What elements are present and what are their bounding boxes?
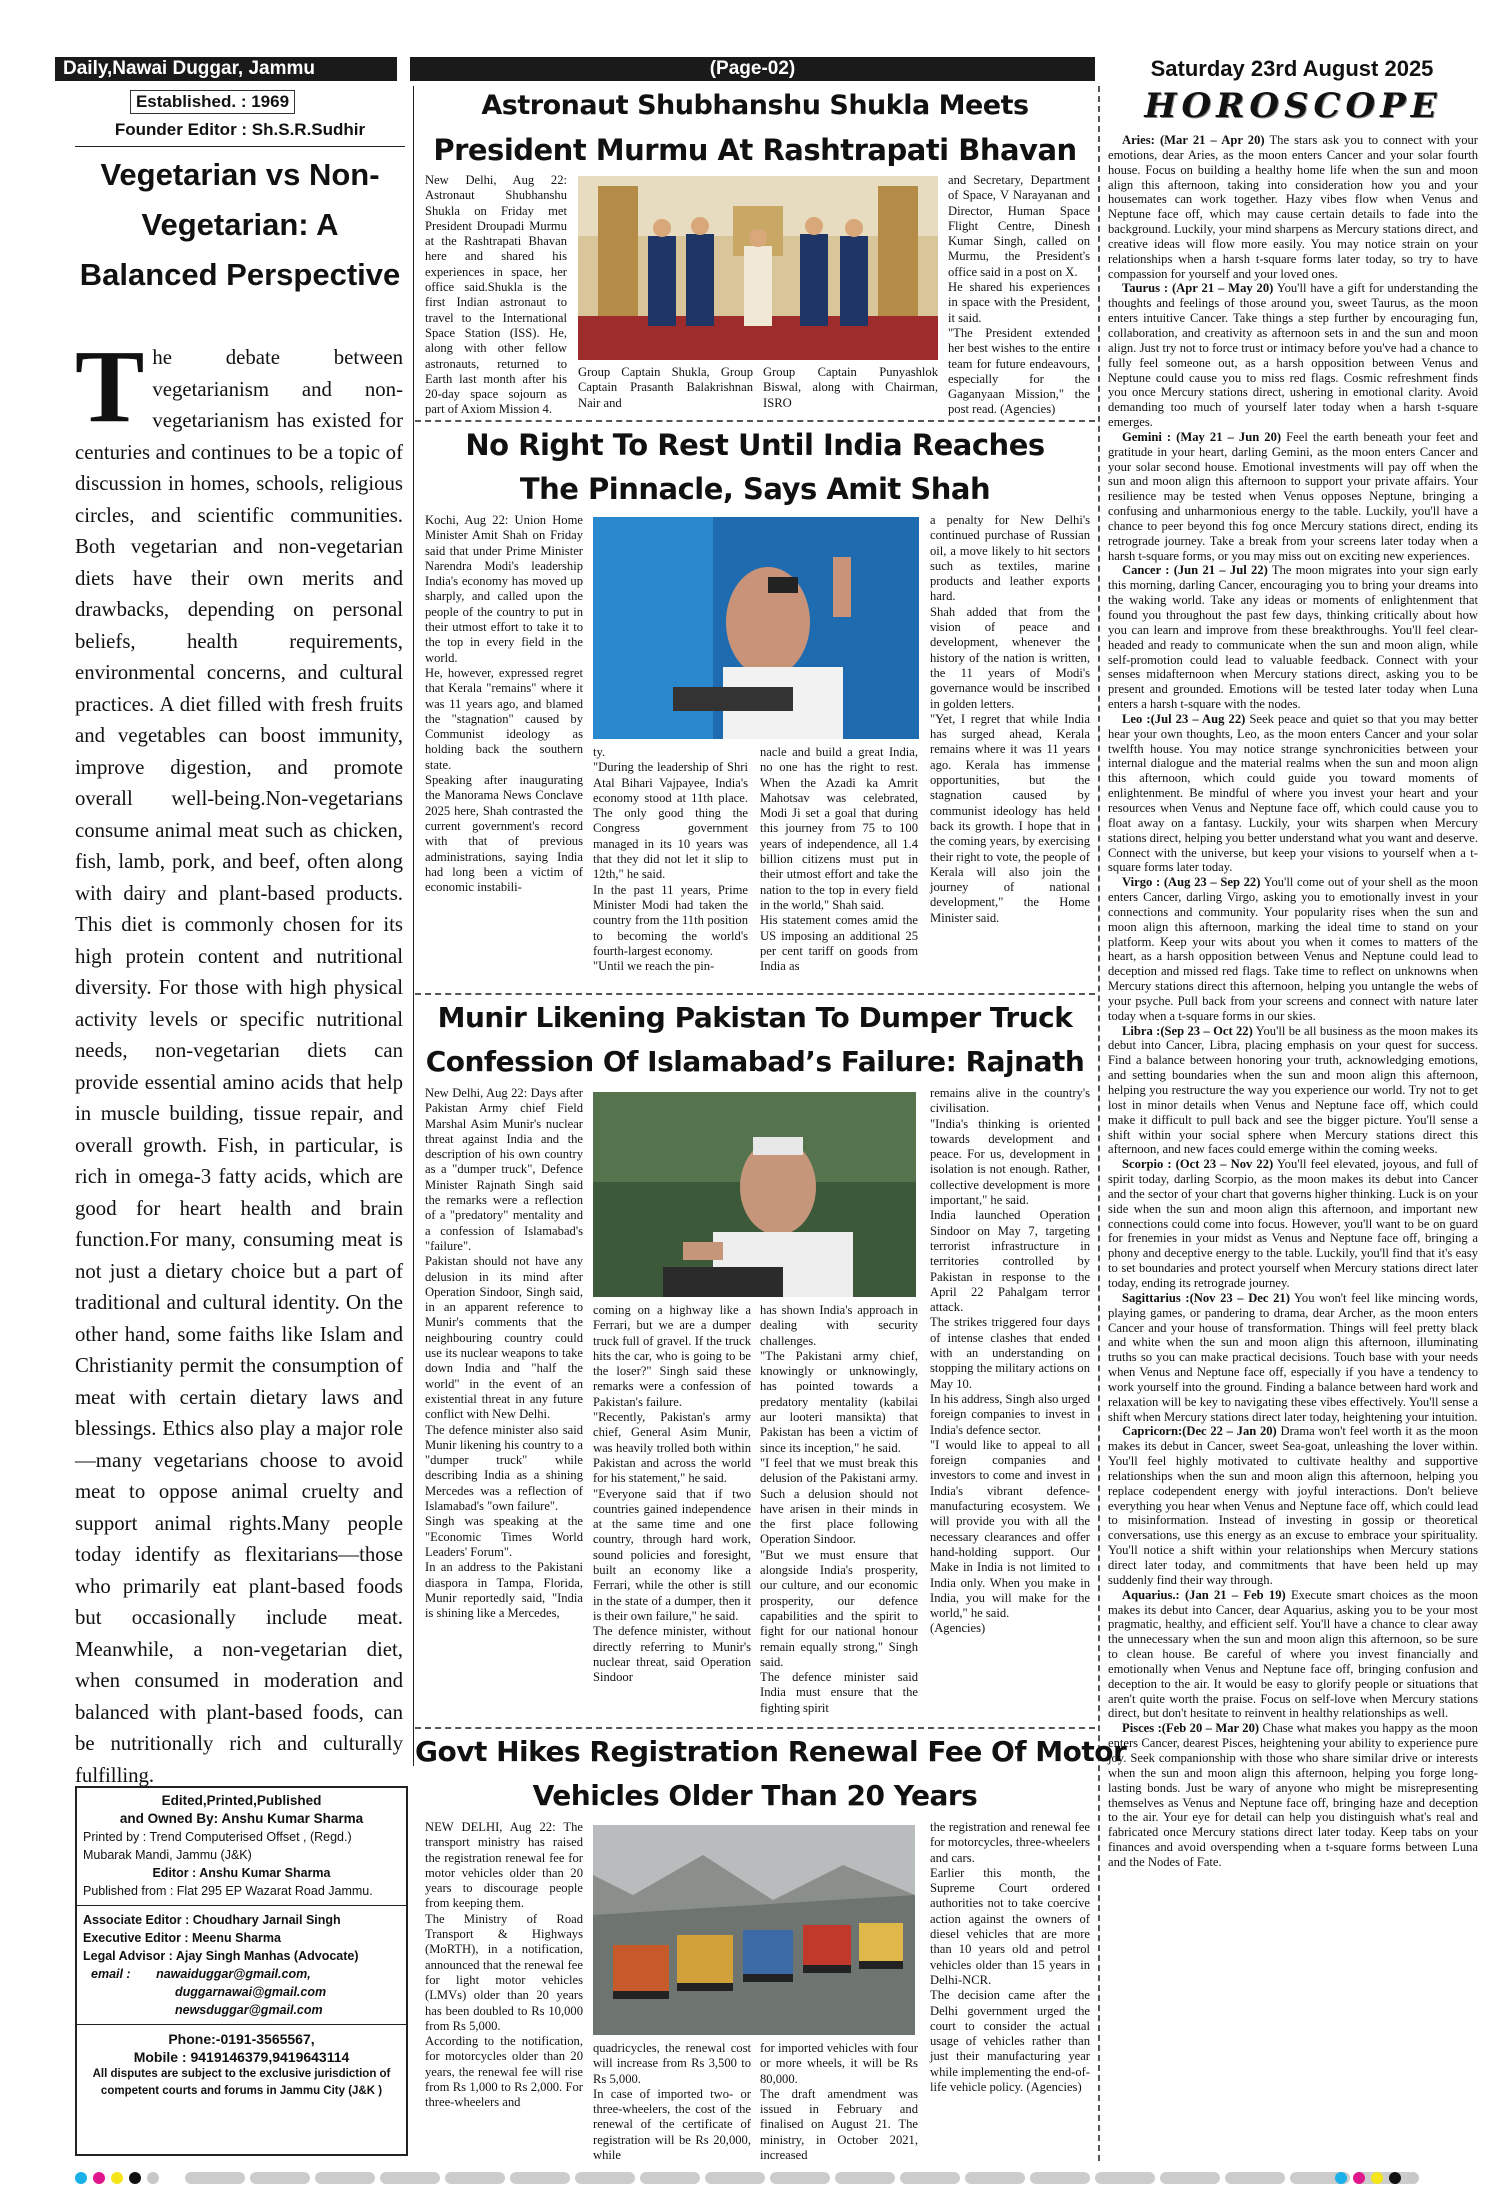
registration-bar (380, 2172, 440, 2184)
article2-headline-1: No Right To Rest Until India Reaches (465, 428, 1045, 462)
page-number: (Page-02) (709, 58, 796, 79)
horoscope-sign-name: Leo :(Jul 23 – Aug 22) (1122, 711, 1246, 726)
reg-dot-grey-r (1407, 2172, 1419, 2184)
article1-caption-1: Group Captain Shukla, Group Captain Prasanth Balakrishnan Nair and (578, 365, 753, 410)
divider-article3 (415, 1727, 1095, 1729)
article4-headline-1: Govt Hikes Registration Renewal Fee Of Motor (415, 1735, 1127, 1768)
horoscope-entry (1108, 1721, 1478, 1869)
article2-col3: nacle and build a great India, no one has the right to rest. When the Azadi ka Amrit Mahotsav was celebrated, Modi Ji set a goal that during this journey from 75 to 100 years of independence, all 1.4 billion citizens must put in their utmost effort and take the nation to the top in every field in the world," Shah said. His statement comes amid the US imposing an additional 25 per cent tariff on goods from India as (760, 745, 918, 974)
imprint-edited: Edited,Printed,Published (161, 1793, 322, 1808)
horoscope-sign-name: Virgo : (Aug 23 – Sep 22) (1122, 875, 1261, 890)
horoscope-sign-name: Sagittarius :(Nov 23 – Dec 21) (1122, 1290, 1290, 1305)
imprint-disputes: All disputes are subject to the exclusive jurisdiction of competent courts and forums in Jammu City (J&K ) (92, 2068, 391, 2097)
imprint-separator-2 (77, 2024, 406, 2025)
registration-bar (250, 2172, 310, 2184)
imprint-email-3[interactable]: newsduggar@gmail.com (175, 2003, 323, 2017)
horoscope-body (1108, 133, 1478, 2133)
registration-bar (1160, 2172, 1220, 2184)
registration-bar (185, 2172, 245, 2184)
registration-bar (965, 2172, 1025, 2184)
article3-col2: coming on a highway like a Ferrari, but we are a dumper truck full of gravel. If the truck hits the car, who is going to be the loser?" Singh said these remarks were a confession of Pakistan's failure. "Recently, Pakistan's army chief, General Asim Munir, was heavily trolled both within Pakistan and across the world for his statement," he said. "Everyone said that if two countries gained independence at the same time and one country, through hard work, sound policies and foresight, built an economy like a Ferrari, while the other is still in the state of a dumper, then it is their own failure," he said. The defence minister, without directly referring to Munir's nuclear threat, said Operation Sindoor (593, 1303, 751, 1685)
article3-photo (593, 1092, 916, 1297)
reg-dot-yellow (111, 2172, 123, 2184)
registration-bar (705, 2172, 765, 2184)
horoscope-sign-name: Gemini : (May 21 – Jun 20) (1122, 429, 1282, 444)
horoscope-sign-name: Taurus : (Apr 21 – May 20) (1122, 281, 1274, 296)
divider-editorial-top (75, 146, 405, 147)
article4-col1: NEW DELHI, Aug 22: The transport ministry has raised the registration renewal fee for motor vehicles older than 20 years to discourage people from keeping them. The Ministry of Road Transport & Highways (MoRTH), in a notification, announced that the renewal fee for light motor vehicles (LMVs) older than 20 years has been doubled to Rs 10,000 from Rs 5,000. According to the notification, for motorcycles older than 20 years, the renewal fee will rise from Rs 1,000 to Rs 2,000. For three-wheelers and (425, 1820, 583, 2110)
imprint-owned: and Owned By: Anshu Kumar Sharma (119, 1811, 364, 1826)
article4-col2: quadricycles, the renewal cost will increase from Rs 3,500 to Rs 5,000. In case of imported two- or three-wheelers, the cost of the renewal of the certificate of registration will be Rs 20,000, while (593, 2041, 751, 2163)
imprint-printed-addr: Mubarak Mandi, Jammu (J&K) (83, 1848, 252, 1862)
horoscope-sign-text: You'll be all business as the moon makes its debut into Cancer, Libra, placing emphasis on your quest for success. Find a balance between honoring your truth, acknowledging emotions, and setting boundaries when the sun and moon align this afternoon, helping you restructure the way you experience our world. Try not to get lost in minor details when Venus and Neptune face off, which could make it difficult to pull back and see the bigger picture. You'll sense a shift within your social sphere when Mercury stations direct this afternoon, and new faces could emerge within the coming weeks. (1108, 1023, 1478, 1157)
article1-headline-2: President Murmu At Rashtrapati Bhavan (433, 133, 1077, 167)
imprint-mobile: Mobile : 9419146379,9419643114 (133, 2049, 350, 2065)
article1-col1: New Delhi, Aug 22: Astronaut Shubhanshu Shukla on Friday met President Droupadi Murmu at the Rashtrapati Bhavan here and shared his experiences in space, her office said.Shukla is the first Indian astronaut to travel to the International Space Station (ISS). He, along with other fellow astronauts, returned to Earth last month after his 20-day space sojourn as part of Axiom Mission 4. (425, 173, 567, 417)
established-box: Established. : 1969 (130, 90, 295, 114)
imprint-email-2[interactable]: duggarnawai@gmail.com (175, 1985, 327, 1999)
divider-right (1098, 86, 1100, 2161)
registration-marks-left (75, 2169, 165, 2183)
divider-article1 (415, 420, 1095, 422)
reg-dot-black-r (1389, 2172, 1401, 2184)
imprint-editor: Editor : Anshu Kumar Sharma (152, 1866, 331, 1880)
registration-bar (835, 2172, 895, 2184)
horoscope-sign-text: Execute smart choices as the moon makes its debut into Cancer, dear Aquarius, asking you to be your most pragmatic, healthy, and efficient self. You'll have a chance to clear away the unnecessary when the sun and moon align this afternoon, so be sure to clean house. Be careful of where you invest financially and emotionally when Venus and Neptune face off, bringing confusion and deception to the air. It would be easy to glorify people or situations that aren't quite worth the praise. Focus on self-love when Mercury stations direct, but don't hesitate to reinvent in healthy relationships as well. (1108, 1587, 1479, 1721)
reg-dot-yellow-r (1371, 2172, 1383, 2184)
reg-dot-magenta-r (1353, 2172, 1365, 2184)
registration-bar (445, 2172, 505, 2184)
article1-col3: and Secretary, Department of Space, V Narayanan and Director, Human Space Flight Centre, Dinesh Kumar Singh, called on Murmu, the President's office said in a post on X. He shared his experiences in space with the President, it said. "The President extended her best wishes to the entire team for future endeavours, especially for the Gaganyaan Mission," the post read. (Agencies) (948, 173, 1090, 417)
horoscope-sign-text: Feel the earth beneath your feet and gratitude in your heart, darling Gemini, as the moon enters Cancer and your solar second house. Emotional investments will pay off when the sun and moon align this afternoon to support your private affairs. Your resilience may be tested when Venus opposes Neptune, bringing a confusing and unharmonious energy to the table. Luckily, you'll have a chance to peer beyond this fog once Mercury stations direct, ending its retrograde journey. Take a break from your screens later today when a harsh t-square forms, or you may miss out on exciting new experiences. (1108, 429, 1479, 563)
registration-bars (185, 2169, 1420, 2183)
registration-bar (1095, 2172, 1155, 2184)
horoscope-entry (1108, 875, 1478, 1023)
divider-left (413, 86, 414, 1766)
reg-dot-magenta (93, 2172, 105, 2184)
editorial-body (75, 329, 403, 1787)
horoscope-sign-text: The moon migrates into your sign early this morning, darling Cancer, encouraging you to bring your dreams into the waking world. Take any ideas or moments of enlightenment that found you throughout the past few days, thinking critically about how you can learn and improve from these breakthroughs. You'll feel clear-headed and ready to communicate when the sun and moon align, while self-promotion could lead to valuable feedback. Connect with your senses midafternoon when Mercury stations direct, asking you to be present and grounded. Emotions will be tested later today when Luna enters a harsh t-square with the nodes. (1108, 563, 1479, 712)
article2-col1: Kochi, Aug 22: Union Home Minister Amit Shah on Friday said that under Prime Minister Narendra Modi's leadership India's economy has moved up sharply, and called upon the people of the country to put in their utmost effort to take it to the top in every field in the world. He, however, expressed regret that Kerala "remains" where it was 11 years ago, and blamed the "stagnation" caused by Communist ideology as holding back the southern state. Speaking after inaugurating the Manorama News Conclave 2025 here, Shah contrasted the current government's record with that of previous administrations, saying India had long been a victim of economic instabili- (425, 513, 583, 895)
imprint-printed-by: Printed by : Trend Computerised Offset , (Regd.) (83, 1830, 352, 1844)
registration-marks-right (1335, 2169, 1425, 2183)
article2-col2: ty. "During the leadership of Shri Atal Bihari Vajpayee, India's economy stood at 11th place. The only good thing the Congress government managed in its 10 years was that they did not let it slip to 12th," he said. In the past 11 years, Prime Minister Modi had taken the country from the 11th position to becoming the world's fourth-largest economy. "Until we reach the pin- (593, 745, 748, 974)
horoscope-sign-name: Scorpio : (Oct 23 – Nov 22) (1122, 1157, 1274, 1172)
registration-bar (1030, 2172, 1090, 2184)
horoscope-sign-text: You'll have a gift for understanding the thoughts and feelings of those around you, sweet Taurus, as the moon enters intuitive Cancer. Take things a step further by encouraging fun, collaboration, and creativity as afternoon sets in and the sun and moon align. Just try not to force trust or intimacy before you've had a chance to fully feel someone out, as a harsh opposition between Venus and Neptune could cause you to miss red flags. Cosmic refreshment finds you once Mercury stations direct, ushering in emotional clarity. Avoid demanding too much of yourself later today when a harsh t-square emerges. (1108, 281, 1479, 430)
article3-col3: has shown India's approach in dealing with security challenges. "The Pakistani army chief, knowingly or unknowingly, has pointed towards a predatory mentality (kabilai aur looteri mansikta) that Pakistan has been a victim of since its inception," he said. "I feel that we must break this delusion of the Pakistani army. Such a delusion should not have arisen in their minds in the first place following Operation Sindoor. "But we must ensure that alongside India's prosperity, our culture, and our economic prosperity, our defence capabilities and the spirit to fight for our national honour remain equally strong," Singh said. The defence minister said India must ensure that the fighting spirit (760, 1303, 918, 1715)
article4-headline-2: Vehicles Older Than 20 Years (532, 1779, 978, 1812)
imprint-separator (77, 1905, 406, 1906)
horoscope-sign-name: Cancer : (Jun 21 – Jul 22) (1122, 563, 1268, 578)
horoscope-sign-text: Chase what makes you happy as the moon enters Cancer, dearest Pisces, heightening your ability to experience pure joy. Seek companionship with those who share similar drive or interests when the sun and moon align this afternoon, helping you forge long-lasting bonds. Just be wary of anyone who might be misrepresenting themselves as Venus and Neptune face off, bringing haze and deception to the air. Your eye for detail can help you distinguish what's real and fabricated once Mercury stations direct later today. Keep tabs on your finances and avoid overspending when a t-square forms between Luna and the Nodes of Fate. (1108, 1721, 1478, 1869)
horoscope-sign-name: Pisces :(Feb 20 – Mar 20) (1122, 1721, 1260, 1736)
horoscope-entry (1108, 1424, 1478, 1587)
imprint-associate: Associate Editor : Choudhary Jarnail Singh (83, 1913, 341, 1927)
registration-bar (900, 2172, 960, 2184)
horoscope-sign-name: Libra :(Sep 23 – Oct 22) (1122, 1023, 1253, 1038)
imprint-executive: Executive Editor : Meenu Sharma (83, 1931, 281, 1945)
horoscope-entry (1108, 712, 1478, 875)
horoscope-entry (1108, 281, 1478, 429)
article1-photo (578, 176, 938, 360)
imprint-legal: Legal Advisor : Ajay Singh Manhas (Advocate) (83, 1949, 359, 1963)
paper-name-band (55, 57, 397, 81)
article3-headline-2: Confession Of Islamabad’s Failure: Rajnath (425, 1045, 1085, 1078)
horoscope-entry (1108, 133, 1478, 281)
registration-bar (640, 2172, 700, 2184)
issue-date: Saturday 23rd August 2025 (1150, 56, 1434, 81)
divider-article2 (415, 993, 1095, 995)
registration-bar (315, 2172, 375, 2184)
page-number-band (410, 57, 1095, 81)
imprint-phone: Phone:-0191-3565567, (168, 2031, 315, 2047)
article4-photo (593, 1825, 915, 2035)
article1-caption-2: Group Captain Punyashlok Biswal, along with Chairman, ISRO (763, 365, 938, 410)
article2-photo (593, 517, 919, 739)
editorial-dropcap: T (75, 329, 145, 444)
article3-col4: remains alive in the country's civilisation. "India's thinking is oriented towards development and peace. For us, development in isolation is not enough. Rather, collective development is more important," he said. India launched Operation Sindoor on May 7, targeting terrorist infrastructure in territories controlled by Pakistan in response to the April 22 Pahalgam terror attack. The strikes triggered four days of intense clashes that ended with an understanding on stopping the military actions on May 10. In his address, Singh also urged foreign companies to invest in India's defence sector. "I would like to appeal to all foreign companies and investors to come and invest in India's vibrant defence-manufacturing ecosystem. We will provide you with all the necessary clearances and offer hand-holding support. Our Make in India is not limited to India only. When you make in India, you will make for the world," he said. (Agencies) (930, 1086, 1090, 1636)
horoscope-entry (1108, 430, 1478, 564)
horoscope-entry (1108, 1024, 1478, 1158)
article3-headline-1: Munir Likening Pakistan To Dumper Truck (437, 1001, 1073, 1034)
registration-bar (770, 2172, 830, 2184)
article3-photo-art (593, 1092, 916, 1297)
horoscope-entry (1108, 563, 1478, 711)
article4-col3: for imported vehicles with four or more wheels, it will be Rs 80,000. The draft amendment was issued in February and finalised on August 21. The ministry, in October 2021, increased (760, 2041, 918, 2163)
reg-dot-cyan (75, 2172, 87, 2184)
founder-editor: Founder Editor : Sh.S.R.Sudhir (114, 120, 366, 139)
horoscope-sign-text: Seek peace and quiet so that you may better hear your own thoughts, Leo, as the moon enters Cancer and your solar twelfth house. You may notice strange synchronicities between your internal dialogue and the material realms when the sun and moon align this afternoon, which could guide you toward moments of enlightenment. Be mindful of where you invest your heart and your resources when Venus and Neptune face off, which could cause you to float away on a fantasy. Luckily, your wits sharpen when Mercury stations direct, helping you better understand what you want and deserve. Connect with the universe, but keep your visions to yourself when a t-square forms later today. (1108, 711, 1479, 875)
article1-photo-art (578, 176, 938, 360)
article2-headline-2: The Pinnacle, Says Amit Shah (519, 472, 991, 506)
horoscope-entry (1108, 1157, 1478, 1291)
reg-dot-black (129, 2172, 141, 2184)
horoscope-sign-text: You'll feel elevated, joyous, and full of spirit today, darling Scorpio, as the moon makes its debut into Cancer and the sector of your chart that governs higher thinking. Luck is on your side when the sun and moon align this afternoon, and important new connections could come into focus. However, you'll want to be on guard for frenemies in your midst as Venus and Neptune face off, bringing a phony and deceptive energy to the table. Luckily, you'll find that it's easy to set boundaries and protect yourself when Mercury stations direct later today, ending its retrograde journey. (1108, 1157, 1478, 1290)
horoscope-sign-name: Capricorn:(Dec 22 – Jan 20) (1122, 1424, 1277, 1439)
horoscope-sign-name: Aquarius.: (Jan 21 – Feb 19) (1122, 1587, 1286, 1602)
registration-bar (1225, 2172, 1285, 2184)
article3-col1: New Delhi, Aug 22: Days after Pakistan Army chief Field Marshal Asim Munir's nuclear threat against India and the description of his own country as a "dumper truck", Defence Minister Rajnath Singh said the remarks were a reflection of a "predatory" mentality and a confession of Islamabad's "failure". Pakistan should not have any delusion in its mind after Operation Sindoor, Singh said, in an apparent reference to Munir's comments that the neighbouring country could use its nuclear weapons to take down India and "half the world" in the event of an existential threat in any future conflict with New Delhi. The defence minister also said Munir likening his country to a "dumper truck" while describing India as a shining Mercedes was a reflection of Islamabad's "own failure". Singh was speaking at the "Economic Times World Leaders' Forum". In an address to the Pakistani diaspora in Tampa, Florida, Munir reportedly said, "India is shining like a Mercedes, (425, 1086, 583, 1621)
imprint-email-label: email : (91, 1967, 131, 1981)
horoscope-title: HOROSCOPE (1144, 86, 1442, 126)
reg-dot-grey (147, 2172, 159, 2184)
article2-col4: a penalty for New Delhi's continued purchase of Russian oil, a move likely to hit sectors such as textiles, marine products and leather exports hard. Shah added that from the vision of peace and development, whenever the history of the nation is written, the 11 years of Modi's governance would be inscribed in golden letters. "Yet, I regret that while India has surged ahead, Kerala remains where it was 11 years ago. Kerala has immense opportunities, but the stagnation caused by communist ideology has held back its growth. I hope that in the coming years, by exercising their right to vote, the people of Kerala will also join the journey of national development," the Home Minister said. (930, 513, 1090, 925)
paper-name: Daily,Nawai Duggar, Jammu (63, 58, 316, 79)
horoscope-entry (1108, 1588, 1478, 1722)
article1-headline-1: Astronaut Shubhanshu Shukla Meets (481, 90, 1029, 121)
horoscope-sign-text: The stars ask you to connect with your emotions, dear Aries, as the moon enters Cancer and your solar fourth house. Focus on building a healthy home life when the sun and moon align this afternoon, taking into consideration how you and your housemates can work together. Hazy vibes flow when Venus and Neptune face off, which may cause certain details to fade into the background. Luckily, your mind sharpens as Mercury stations direct, and creative ideas will flow more easily. You may notice strain on your relationships when a harsh t-square forms later today, so try to have compassion for yourself and your loved ones. (1108, 133, 1478, 281)
imprint-email-1[interactable]: nawaiduggar@gmail.com, (156, 1967, 311, 1981)
registration-bar (510, 2172, 570, 2184)
editorial-text: he debate between vegetarianism and non-vegetarianism has existed for centuries and continues to be a topic of discussion in homes, schools, religious circles, and scientific communities. Both vegetarian and non-vegetarian diets have their own merits and drawbacks, depending on personal beliefs, health requirements, environmental concerns, and cultural practices. A diet filled with fresh fruits and vegetables can boost immunity, improve digestion, and promote overall well-being.Non-vegetarians consume animal meat such as chicken, fish, lamb, pork, and beef, often along with dairy and plant-based products. This diet is commonly chosen for its high protein content and nutritional diversity. For those with high physical activity levels or specific nutritional needs, non-vegetarian diets can provide essential amino acids that help in muscle building, tissue repair, and overall growth. Fish, in particular, is rich in omega-3 fatty acids, which are good for heart health and brain function.For many, consuming meat is not just a dietary choice but a part of traditional and cultural identity. On the other hand, some faiths like Islam and Christianity permit the consumption of meat with certain dietary laws and blessings. Ethics also play a major role—many vegetarians choose to avoid meat to oppose animal cruelty and support animal rights.Many people today identify as flexitarians—those who primarily eat plant-based foods but occasionally include meat. Meanwhile, a non-vegetarian diet, when consumed in moderation and balanced with plant-based foods, can be nutritionally rich and culturally fulfilling. (75, 346, 403, 1787)
horoscope-sign-text: Drama won't feel worth it as the moon makes its debut in Cancer, sweet Sea-goat, unleashing the lover within. You'll feel highly motivated to cultivate healthy and supportive relationships when the sun and moon align this afternoon, helping you replace codependent energy with joyful interactions. Don't believe everything you hear when Venus and Neptune face off, which could lead to misinformation. Instead of investing in gossip or theoretical conversations, use this energy as an excuse to embrace your spirituality. You'll notice a shift within your relationships when Mercury stations direct later today, and commitments that have been held up may suddenly find their way through. (1108, 1424, 1478, 1587)
imprint-published-from: Published from : Flat 295 EP Wazarat Road Jammu. (83, 1884, 373, 1898)
article2-photo-art (593, 517, 919, 739)
registration-bar (575, 2172, 635, 2184)
horoscope-sign-name: Aries: (Mar 21 – Apr 20) (1122, 133, 1265, 147)
horoscope-sign-text: You'll come out of your shell as the moon enters Cancer, darling Virgo, asking you to emotionally invest in your connections and community. Your popularity rises when the sun and moon align this afternoon, marking the ideal time to stand on your platform. Keep your wits about you when it comes to matters of the heart, as a harsh opposition between Venus and Neptune could lead to deception and missed red flags. Take time to reflect on unknowns when Mercury stations direct this afternoon, helping you untangle the webs of your psyche. Pull back from your screens and connect with nature later today when a t-square forms in our skies. (1108, 875, 1478, 1023)
reg-dot-cyan-r (1335, 2172, 1347, 2184)
article4-photo-art (593, 1825, 915, 2035)
horoscope-entry (1108, 1291, 1478, 1425)
horoscope-sign-text: You won't feel like mincing words, playing games, or pandering to drama, dear Archer, as the moon enters Cancer and your house of transformation. Things will feel pretty black and white when the sun and moon align this afternoon, illuminating truths so you can make practical decisions. Touch base with your needs when Venus and Neptune face off, especially if you have a tendency to work yourself into the ground. Finding a balance between hard work and relaxation will be key to navigating these vibes effectively. You'll sense a shift when Mercury stations direct later today, heightening your intuition. (1108, 1290, 1478, 1424)
editorial-title: Vegetarian vs Non-Vegetarian: A Balanced Perspective (79, 157, 401, 292)
article4-col4: the registration and renewal fee for motorcycles, three-wheelers and cars. Earlier this month, the Supreme Court ordered authorities not to take coercive action against the owners of diesel vehicles that are more than 10 years old and petrol vehicles older than 15 years in Delhi-NCR. The decision came after the Delhi government urged the court to consider the actual usage of vehicles rather than just their manufacturing year while implementing the end-of-life vehicle policy. (Agencies) (930, 1820, 1090, 2095)
imprint-box (75, 1786, 408, 2156)
